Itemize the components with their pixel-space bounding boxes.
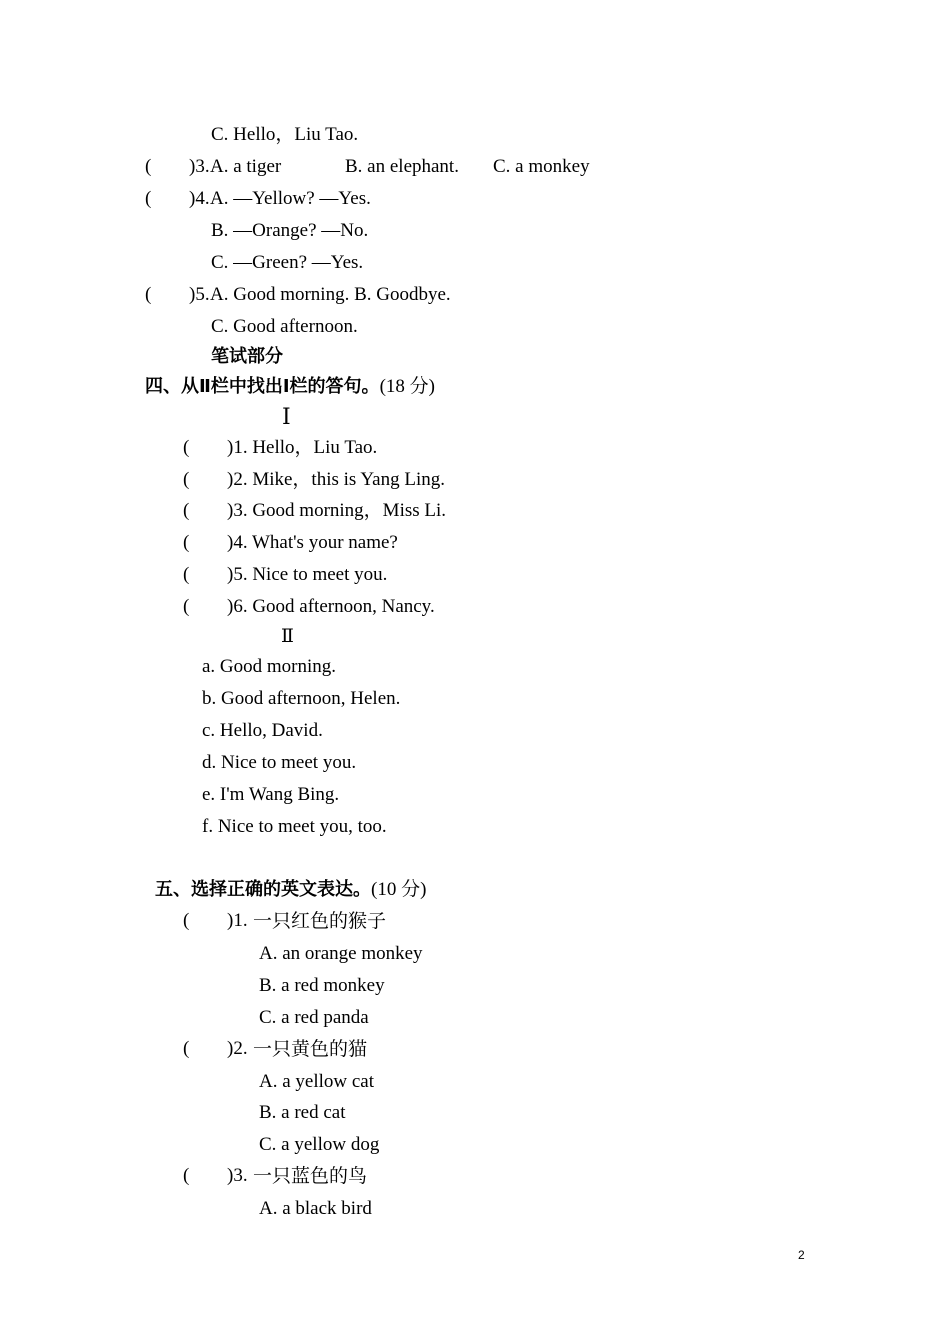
column-label: Ⅱ (281, 626, 294, 647)
match-item: )6. Good afternoon, Nancy. (227, 596, 435, 617)
answer-option: d. Nice to meet you. (202, 752, 357, 773)
section4-heading (145, 376, 435, 398)
answer-paren: ( (183, 500, 190, 521)
option-text: C. a monkey (493, 156, 590, 177)
answer-paren: ( (145, 284, 152, 305)
question-number: )5. (189, 284, 210, 305)
match-item: )2. Mike，this is Yang Ling. (227, 469, 445, 490)
answer-paren: ( (183, 469, 190, 490)
option-text: B. an elephant. (345, 156, 459, 177)
match-item: )4. What's your name? (227, 532, 398, 553)
answer-paren: ( (183, 532, 190, 553)
question-number: )3. (189, 156, 210, 177)
option-text: A. a black bird (259, 1198, 372, 1219)
answer-paren: ( (183, 910, 190, 931)
option-text: A. an orange monkey (259, 943, 423, 964)
answer-paren: ( (183, 437, 190, 458)
section5-heading-text: 五、选择正确的英文表达。 (155, 879, 371, 900)
option-text: B. —Orange? —No. (211, 220, 369, 241)
answer-paren: ( (145, 156, 152, 177)
match-item: )5. Nice to meet you. (227, 564, 388, 585)
answer-option: e. I'm Wang Bing. (202, 784, 340, 805)
option-text: A. Good morning. B. Goodbye. (210, 284, 451, 305)
page-number: 2 (798, 1248, 805, 1262)
option-text: C. a red panda (259, 1007, 369, 1028)
answer-paren: ( (183, 1165, 190, 1186)
option-text: C. Good afternoon. (211, 316, 358, 337)
answer-paren: ( (183, 564, 190, 585)
option-text: B. a red monkey (259, 975, 385, 996)
answer-option: b. Good afternoon, Helen. (202, 688, 401, 709)
written-part-title: 笔试部分 (211, 346, 283, 367)
option-text: A. —Yellow? —Yes. (210, 188, 371, 209)
option-text: A. a yellow cat (259, 1071, 375, 1092)
option-text: C. —Green? —Yes. (211, 252, 364, 273)
question-text: 一只红色的猴子 (253, 910, 387, 932)
answer-option: a. Good morning. (202, 656, 337, 677)
option-text: A. a tiger (210, 156, 282, 177)
option-text: B. a red cat (259, 1102, 346, 1123)
question-number: )2. (227, 1038, 248, 1059)
option-text: C. a yellow dog (259, 1134, 380, 1155)
section4-score: (18 分) (379, 376, 435, 397)
match-item: )3. Good morning，Miss Li. (227, 500, 447, 521)
answer-option: c. Hello, David. (202, 720, 323, 741)
question-number: )4. (189, 188, 210, 209)
question-text: 一只黄色的猫 (253, 1038, 368, 1060)
question-number: )1. (227, 910, 248, 931)
answer-option: f. Nice to meet you, too. (202, 816, 387, 837)
answer-paren: ( (183, 596, 190, 617)
section4-heading-text: 四、从Ⅱ栏中找出Ⅰ栏的答句。 (145, 376, 380, 397)
option-text: C. Hello，Liu Tao. (211, 124, 359, 145)
question-number: )3. (227, 1165, 248, 1186)
answer-paren: ( (145, 188, 152, 209)
question-text: 一只蓝色的鸟 (253, 1165, 368, 1187)
section5-score: (10 分) (371, 879, 427, 900)
answer-paren: ( (183, 1038, 190, 1059)
section5-heading (155, 879, 426, 901)
column-label: Ⅰ (282, 404, 291, 429)
match-item: )1. Hello，Liu Tao. (227, 437, 378, 458)
